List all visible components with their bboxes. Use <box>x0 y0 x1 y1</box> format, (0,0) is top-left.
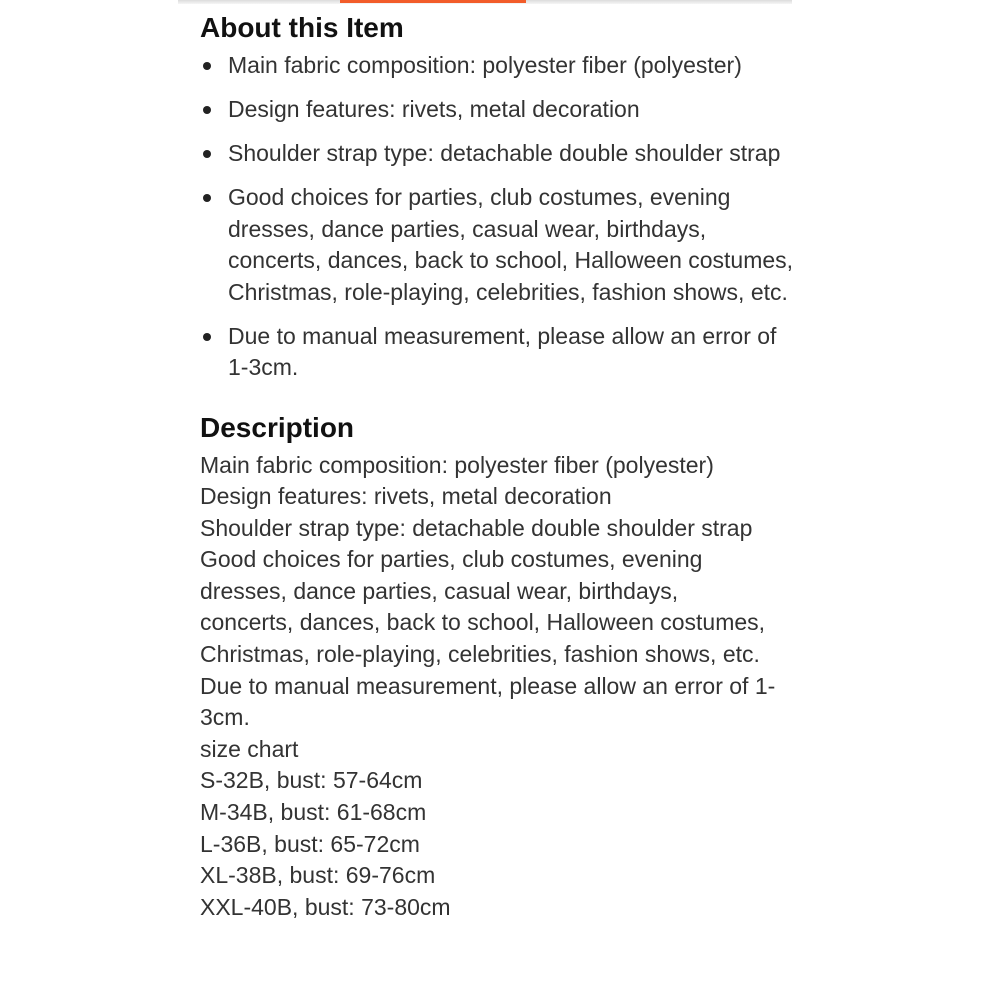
description-line-measurement-1: Due to manual measurement, please allow an error of 1- <box>200 672 776 699</box>
size-row-xl: XL-38B, bust: 69-76cm <box>200 862 436 889</box>
size-row-l: L-36B, bust: 65-72cm <box>200 830 420 857</box>
description-line-design: Design features: rivets, metal decoration <box>200 483 612 510</box>
description-heading: Description <box>200 411 355 443</box>
size-row-s: S-32B, bust: 57-64cm <box>200 767 423 794</box>
about-item-strap: Shoulder strap type: detachable double shoulder strap <box>200 138 800 170</box>
description-line-occasions-1: Good choices for parties, club costumes, evening <box>200 546 703 573</box>
description-line-occasions-2: dresses, dance parties, casual wear, birthdays, <box>200 577 679 604</box>
description-line-occasions-3: concerts, dances, back to school, Halloween costumes, <box>200 609 766 636</box>
about-this-item-list <box>200 50 800 384</box>
description-line-measurement-2: 3cm. <box>200 704 250 731</box>
description-line-fabric: Main fabric composition: polyester fiber (polyester) <box>200 451 714 478</box>
about-item-design: Design features: rivets, metal decoration <box>200 94 800 126</box>
active-tab-indicator <box>340 0 526 3</box>
size-row-m: M-34B, bust: 61-68cm <box>200 799 427 826</box>
about-item-measurement: Due to manual measurement, please allow an error of 1-3cm. <box>200 321 800 384</box>
about-item-occasions: Good choices for parties, club costumes, evening dresses, dance parties, casual wear, birthdays, concerts, dances, back to school, Halloween costumes, Christmas, role-playing, celebrities, fashion shows, etc. <box>200 182 800 308</box>
description-body <box>200 450 800 924</box>
size-row-xxl: XXL-40B, bust: 73-80cm <box>200 893 451 920</box>
product-info-content <box>200 10 800 923</box>
about-item-fabric: Main fabric composition: polyester fiber (polyester) <box>200 50 800 82</box>
description-line-occasions-4: Christmas, role-playing, celebrities, fashion shows, etc. <box>200 641 760 668</box>
description-line-strap: Shoulder strap type: detachable double shoulder strap <box>200 514 753 541</box>
size-chart-label: size chart <box>200 735 299 762</box>
about-this-item-heading: About this Item <box>200 12 404 43</box>
